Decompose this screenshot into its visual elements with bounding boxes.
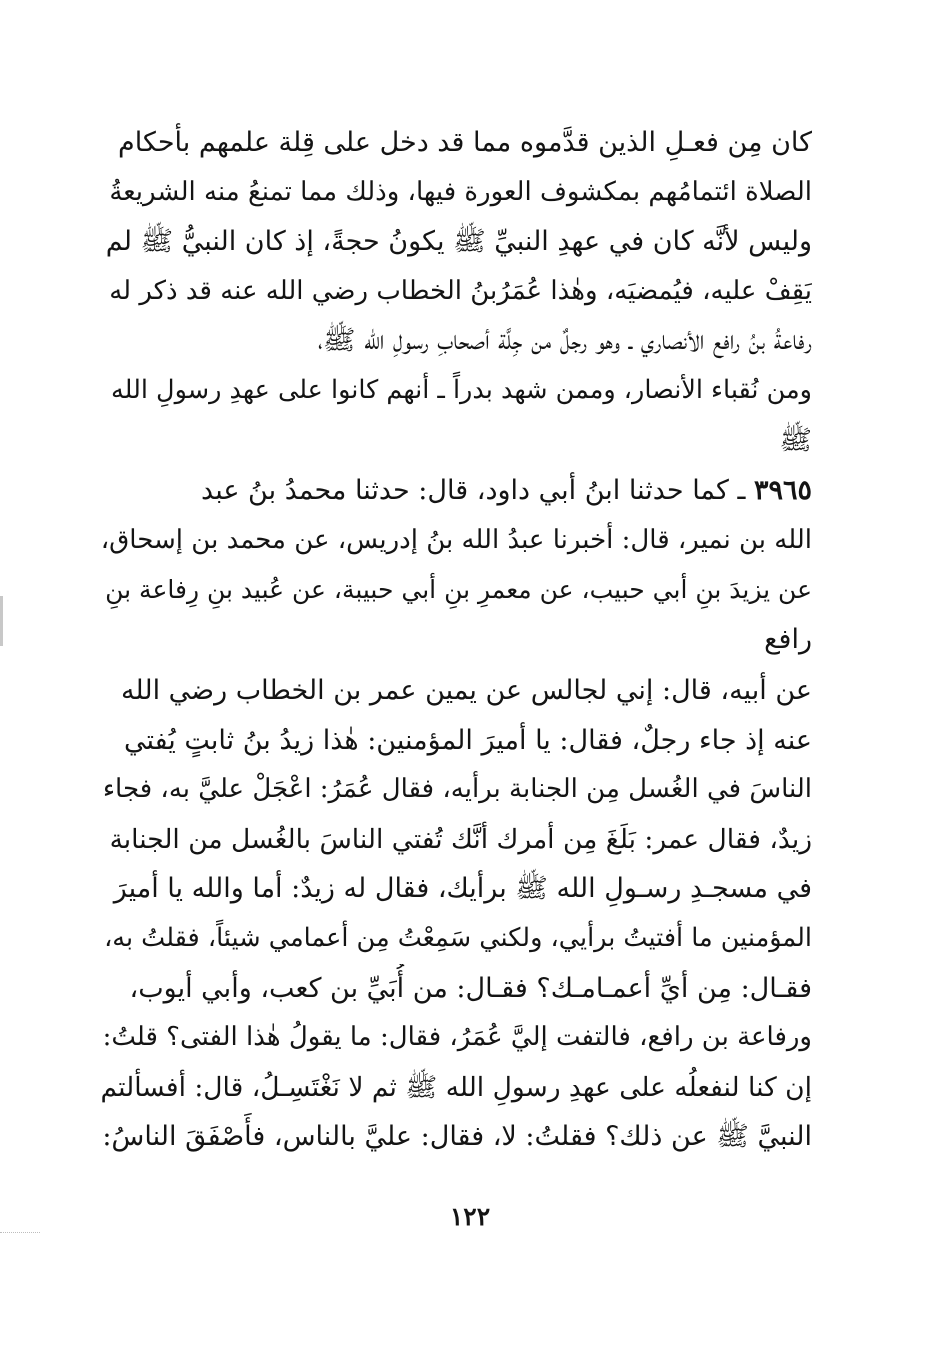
text-line: عنه إذ جاء رجلٌ، فقال: يا أميرَ المؤمنين: هٰذا زيدُ بنُ ثابتٍ يُفتي bbox=[124, 724, 812, 756]
text-line: رفاعةُ بنُ رافع الأنصاري ـ وهو رجلٌ من جِلَّة أصحابِ رسولِ الله ﷺ، bbox=[317, 325, 812, 357]
text-line: فقـال: مِن أيِّ أعمـامـك؟ فقـال: من أُبَيِّ بن كعب، وأبي أيوب، bbox=[129, 972, 812, 1004]
text-line: ورفاعة بن رافع، فالتفت إليَّ عُمَرُ، فقال: ما يقولُ هٰذا الفتى؟ قلتُ: bbox=[102, 1022, 812, 1053]
text-line: المؤمنين ما أفتيتُ برأيي، ولكني سَمِعْتُ مِن أعمامي شيئاً، فقلتُ به، bbox=[104, 922, 812, 953]
text-line: الصلاة ائتمامُهم بمكشوف العورة فيها، وذلك مما تمنعُ منه الشريعةُ bbox=[109, 176, 812, 207]
paragraph-1 bbox=[100, 118, 812, 465]
text-line: كان مِن فعـلِ الذين قدَّموه مما قد دخل على قِلة علمهم بأحكام bbox=[118, 127, 812, 158]
text-line: في مسجـدِ رسـولِ الله ﷺ برأيك، فقال له زيدٌ: أما والله يا أميرَ bbox=[113, 873, 812, 905]
text-line: عن يزيدَ بنِ أبي حبيب، عن معمرِ بنِ أبي حبيبة، عن عُبيد بنِ رِفاعة بنِ bbox=[105, 575, 812, 605]
text-line: ومن نُقباء الأنصار، وممن شهد بدراً ـ أنهم كانوا على عهدِ رسولِ الله bbox=[110, 374, 812, 405]
paragraph-3 bbox=[100, 666, 812, 1162]
text-line: الناسَ في الغُسل مِن الجنابة برأيه، فقال عُمَرُ: اعْجَلْ عليَّ به، فجاء bbox=[102, 774, 812, 805]
page-number: ١٢٢ bbox=[449, 1202, 491, 1231]
text-line: وليس لأنَّه كان في عهدِ النبيِّ ﷺ يكونُ حجةً، إذ كان النبيُّ ﷺ لم bbox=[105, 226, 812, 258]
text-line: ﷺ bbox=[779, 424, 812, 456]
hadith-opening-text: ـ كما حدثنا ابنُ أبي داود، قال: حدثنا محمدُ بنُ عبد bbox=[201, 475, 746, 506]
scan-margin-mark bbox=[0, 596, 3, 646]
text-line: زيدٌ، فقال عمر: بَلَغَ مِن أمرك أنَّك تُفتي الناسَ بالغُسل من الجنابة bbox=[109, 823, 812, 855]
text-line: رافع bbox=[764, 623, 812, 655]
text-line: النبيَّ ﷺ عن ذلك؟ فقلتُ: لا، فقال: عليَّ بالناس، فأَصْفَقَ الناسُ: bbox=[102, 1121, 812, 1153]
scan-margin-mark bbox=[0, 1232, 40, 1273]
text-line bbox=[100, 466, 812, 516]
text-line: إن كنا لنفعلُه على عهدِ رسولِ الله ﷺ ثم لا نَغْتَسِـلُ، قال: أفسألتم bbox=[100, 1071, 812, 1103]
text-line: عن أبيه، قال: إني لجالس عن يمين عمر بن الخطاب رضي الله bbox=[120, 675, 812, 706]
text-line: الله بن نمير، قال: أخبرنا عبدُ الله بنُ إدريس، عن محمد بن إسحاق، bbox=[100, 524, 812, 555]
hadith-number: ٣٩٦٥ bbox=[753, 475, 812, 506]
paragraph-2-hadith bbox=[100, 466, 812, 664]
text-line: يَقِفْ عليه، فيُمضيَه، وهٰذا عُمَرُبنُ الخطاب رضي الله عنه قد ذكر له bbox=[109, 275, 812, 306]
